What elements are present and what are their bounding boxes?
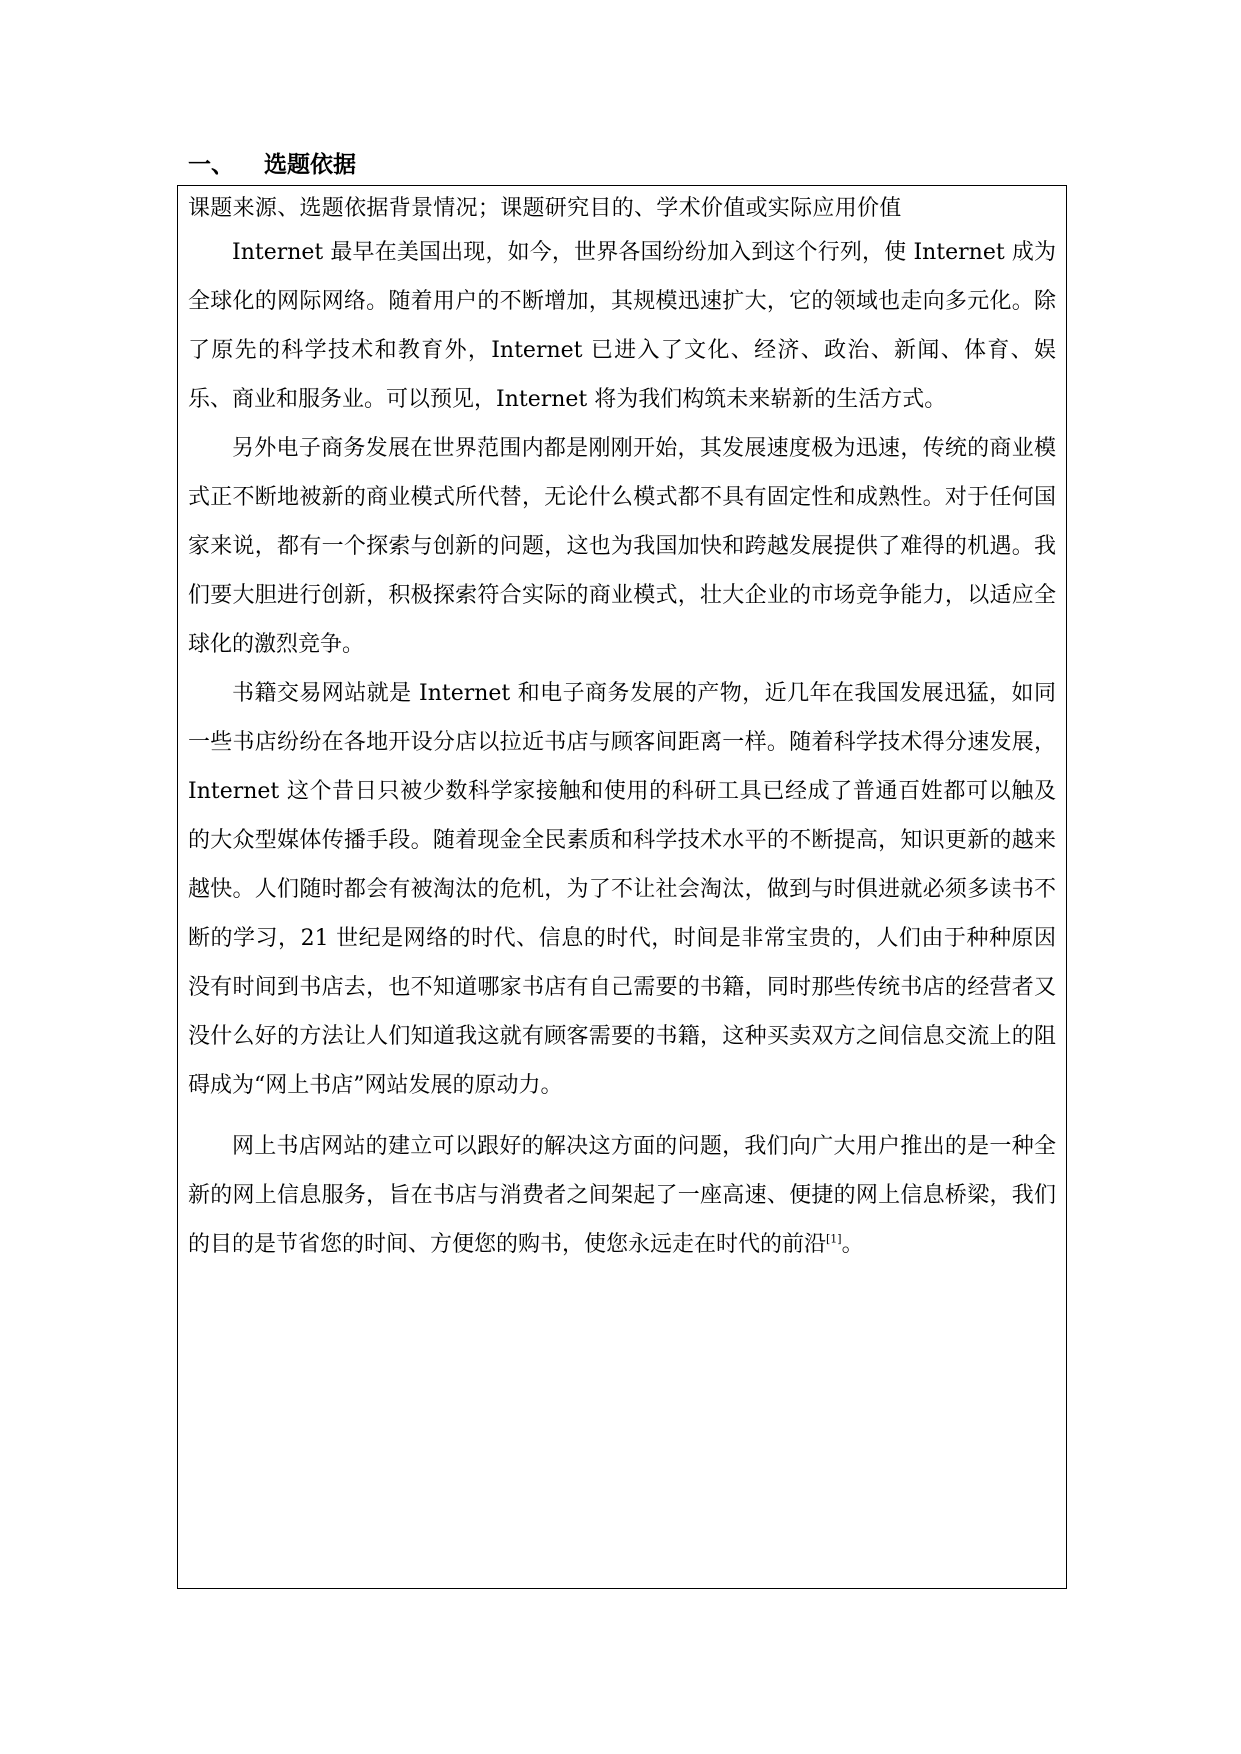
paragraph-online-bookstore-text: 网上书店网站的建立可以跟好的解决这方面的问题，我们向广大用户推出的是一种全新的网上信息服务，旨在书店与消费者之间架起了一座高速、便捷的网上信息桥梁，我们的目的是节省您的时间、方便您的购书，使您永远走在时代的前沿 — [188, 1134, 1056, 1257]
section-title: 选题依据 — [264, 152, 356, 178]
section-number: 一、 — [188, 152, 234, 178]
body-text — [188, 228, 1056, 1269]
closing-punctuation: 。 — [841, 1232, 864, 1257]
paragraph-internet: Internet 最早在美国出现，如今，世界各国纷纷加入到这个行列，使 Internet 成为全球化的网际网络。随着用户的不断增加，其规模迅速扩大，它的领域也走向多元化。除了原先的科学技术和教育外，Internet 已进入了文化、经济、政治、新闻、体育、娱乐、商业和服务业。可以预见，Internet 将为我们构筑未来崭新的生活方式。 — [188, 240, 1056, 412]
form-box — [177, 185, 1067, 1589]
section-heading — [188, 150, 356, 180]
paragraph-book-trading: 书籍交易网站就是 Internet 和电子商务发展的产物，近几年在我国发展迅猛，如同一些书店纷纷在各地开设分店以拉近书店与顾客间距离一样。随着科学技术得分速发展，Internet 这个昔日只被少数科学家接触和使用的科研工具已经成了普通百姓都可以触及的大众型媒体传播手段。随着现金全民素质和科学技术水平的不断提高，知识更新的越来越快。人们随时都会有被淘汰的危机，为了不让社会淘汰，做到与时俱进就必须多读书不断的学习，21 世纪是网络的时代、信息的时代，时间是非常宝贵的，人们由于种种原因没有时间到书店去，也不知道哪家书店有自己需要的书籍，同时那些传统书店的经营者又没什么好的方法让人们知道我这就有顾客需要的书籍，这种买卖双方之间信息交流上的阻碍成为“网上书店”网站发展的原动力。 — [188, 681, 1056, 1098]
paragraph-ecommerce: 另外电子商务发展在世界范围内都是刚刚开始，其发展速度极为迅速，传统的商业模式正不断地被新的商业模式所代替，无论什么模式都不具有固定性和成熟性。对于任何国家来说，都有一个探索与创新的问题，这也为我国加快和跨越发展提供了难得的机遇。我们要大胆进行创新，积极探索符合实际的商业模式，壮大企业的市场竞争能力，以适应全球化的激烈竞争。 — [188, 436, 1056, 657]
form-subtitle: 课题来源、选题依据背景情况；课题研究目的、学术价值或实际应用价值 — [188, 196, 902, 221]
citation-marker: [1] — [826, 1232, 842, 1246]
paragraph-online-bookstore — [188, 1122, 1056, 1269]
